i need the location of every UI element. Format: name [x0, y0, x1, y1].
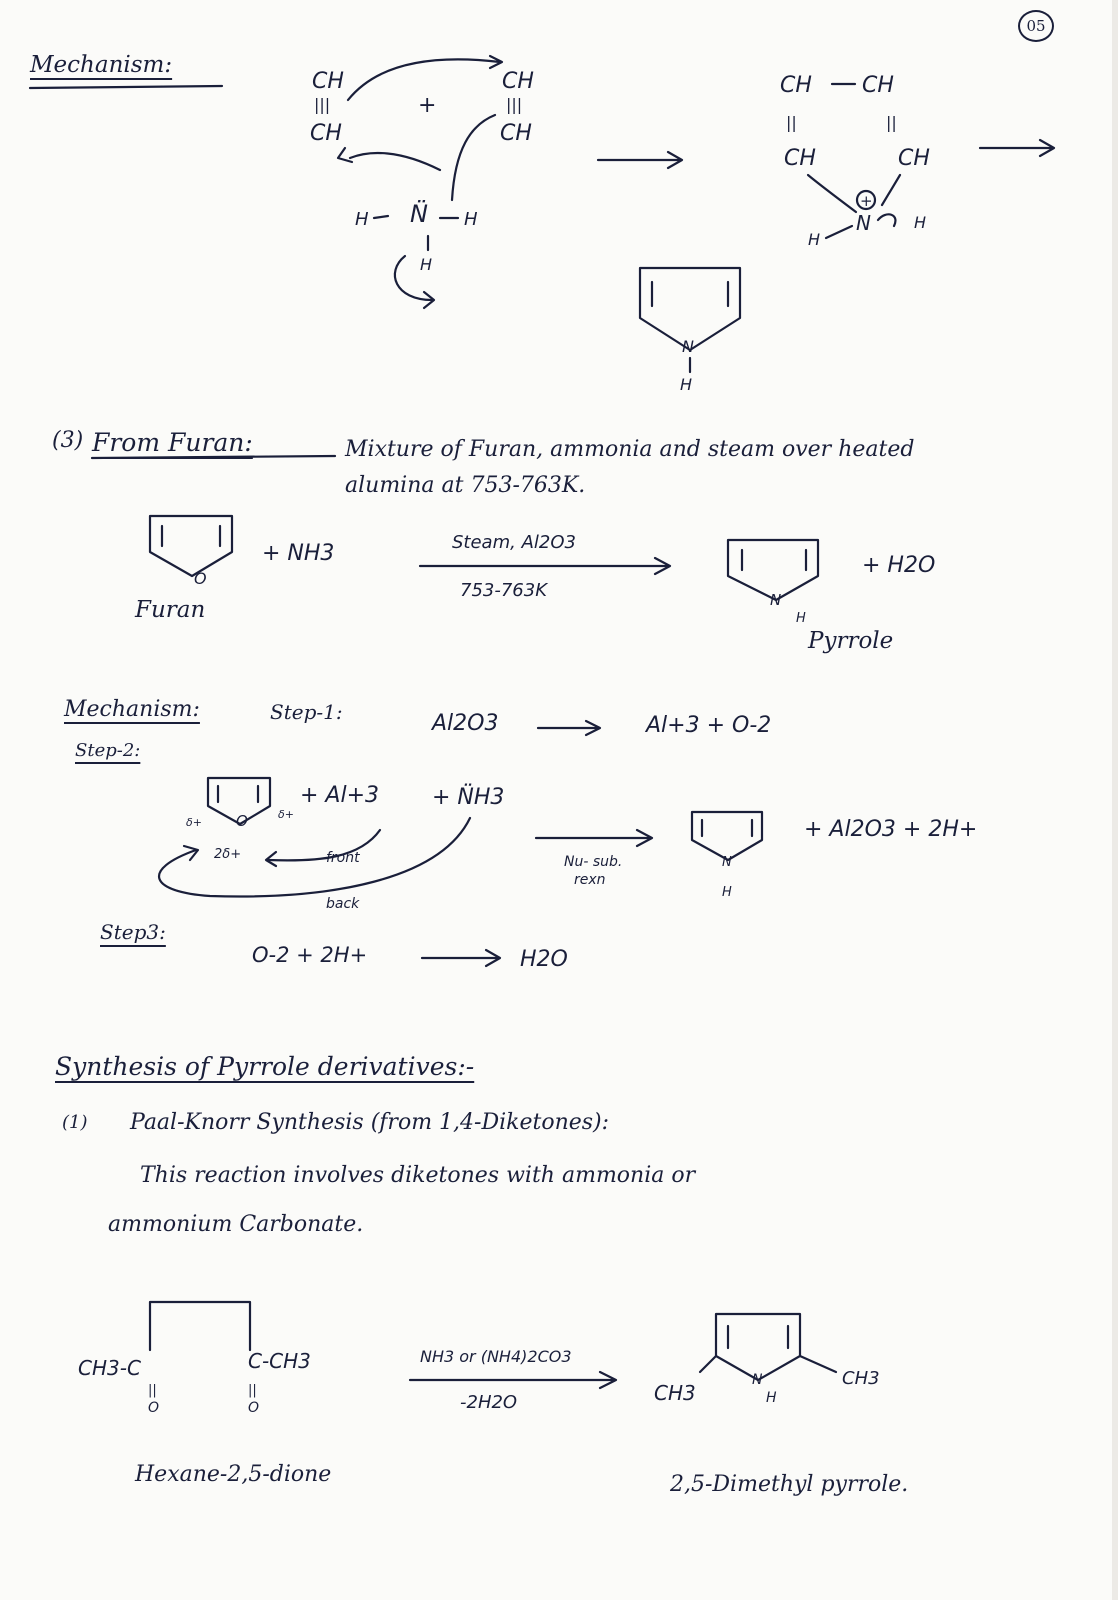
step2-products: + Al2O3 + 2H+ [804, 817, 978, 842]
mechanism2-heading: Mechanism: [64, 697, 200, 722]
dimethylpyrrole-left-methyl: CH3 [654, 1381, 696, 1405]
section3-number: (3) [52, 428, 84, 453]
ammonia-h-left: H [355, 209, 369, 230]
curved-arrow-ch-shift [350, 153, 440, 170]
dione-right-double-bond: || [248, 1383, 257, 1398]
step2-pyrrole-n: N [722, 855, 732, 870]
paal-knorr-arrow [410, 1372, 616, 1388]
pyrrole-label: Pyrrole [808, 628, 894, 654]
intermediate-ch-4: CH [898, 146, 930, 171]
delta-plus-right: δ+ [278, 808, 294, 821]
dione-right-group: C-CH3 [248, 1349, 311, 1373]
front-label: front [326, 850, 360, 866]
dione-left-group: CH3-C [78, 1356, 141, 1380]
page-number: 05 [1018, 10, 1054, 42]
pyrrole-2-h: H [796, 611, 806, 626]
furan-conditions-top: Steam, Al2O3 [452, 532, 576, 553]
front-attack-head [266, 852, 276, 866]
dione-left-o: O [148, 1400, 160, 1416]
dimethylpyrrole-label: 2,5-Dimethyl pyrrole. [670, 1472, 909, 1497]
ammonia-h-bottom: H [420, 255, 433, 274]
front-attack-curve [268, 830, 380, 860]
pyrrole-1-n: N [682, 337, 694, 356]
delta-2-plus: 2δ+ [214, 847, 242, 862]
furan-reagent: + NH3 [262, 541, 335, 566]
furan-label: Furan [135, 597, 206, 623]
intermediate-ch-2: CH [862, 73, 894, 98]
positive-charge: + [860, 192, 873, 210]
step2-al: + Al+3 [300, 783, 380, 808]
acetylene2-triple-bond: ||| [506, 95, 523, 114]
section3-heading-underline [92, 456, 335, 458]
step2-arrow-label-1: Nu- sub. [564, 854, 623, 870]
intermediate-h-left: H [808, 230, 821, 249]
dimethylpyrrole-bond-left [700, 1356, 716, 1372]
derivatives-heading: Synthesis of Pyrrole derivatives:- [55, 1052, 475, 1081]
dimethylpyrrole-h: H [766, 1390, 777, 1406]
mechanism-heading: Mechanism: [30, 52, 173, 78]
pyrrole-2-n: N [770, 591, 782, 609]
intermediate-double-left: || [786, 113, 797, 132]
furan-reaction-arrow [420, 558, 670, 574]
section3-heading: From Furan: [92, 428, 253, 457]
dione-chain [150, 1302, 250, 1350]
reaction-arrow-2 [980, 140, 1054, 156]
dimethylpyrrole-right-methyl: CH3 [842, 1368, 880, 1389]
step1-reactant: Al2O3 [432, 711, 499, 736]
step2-pyrrole-h: H [722, 885, 732, 900]
reaction-arrow-1 [598, 152, 682, 168]
item-number: (1) [62, 1112, 88, 1133]
step2-label: Step-2: [75, 740, 141, 761]
paal-knorr-title: Paal-Knorr Synthesis (from 1,4-Diketones): [130, 1110, 610, 1135]
section3-description-line1: Mixture of Furan, ammonia and steam over heated [345, 437, 915, 462]
delta-plus-left: δ+ [186, 816, 202, 829]
back-attack-curve [159, 818, 470, 896]
intermediate-arrow [808, 175, 856, 212]
furan-conditions-bottom: 753-763K [460, 580, 548, 601]
ammonia-n: N̈ [410, 200, 428, 228]
acetylene2-top-ch: CH [502, 69, 534, 94]
step2-furan-o: O [236, 812, 248, 830]
paal-knorr-conditions-bottom: -2H2O [460, 1392, 518, 1413]
intermediate-bond-nh-left [826, 226, 852, 238]
dione-right-o: O [248, 1400, 260, 1416]
step2-arrow [536, 830, 652, 846]
paal-knorr-description-line2: ammonium Carbonate. [108, 1212, 364, 1237]
paal-knorr-description-line1: This reaction involves diketones with ammonia or [140, 1163, 696, 1188]
section3-description-line2: alumina at 753-763K. [345, 473, 586, 498]
pyrrole-1-h: H [680, 375, 693, 394]
step2-arrow-label-2: rexn [574, 872, 606, 888]
intermediate-double-right: || [886, 113, 897, 132]
step2-nh3: + N̈H3 [432, 785, 505, 810]
paal-knorr-conditions-top: NH3 or (NH4)2CO3 [420, 1347, 572, 1366]
furan-byproduct: + H2O [862, 553, 936, 578]
furan-o: O [194, 569, 207, 588]
step1-arrow [538, 721, 600, 735]
ammonia-bond-left [374, 216, 388, 218]
intermediate-bond-ch-n [882, 175, 900, 205]
step1-products: Al+3 + O-2 [646, 713, 772, 738]
step1-label: Step-1: [270, 700, 343, 724]
curved-arrow-n-attack [452, 115, 495, 200]
step3-product: H2O [520, 947, 568, 972]
hexanedione-label: Hexane-2,5-dione [135, 1462, 332, 1487]
intermediate-n: N [856, 211, 871, 235]
dione-left-double-bond: || [148, 1383, 157, 1398]
curved-arrow-ch-shift-head [338, 148, 352, 162]
plus-sign-1: + [418, 93, 437, 118]
step3-label: Step3: [100, 920, 166, 944]
heading-underline [30, 86, 222, 88]
intermediate-h-right: H [914, 213, 927, 232]
intermediate-ch-3: CH [784, 146, 816, 171]
back-label: back [326, 896, 360, 912]
intermediate-ch-1: CH [780, 73, 812, 98]
acetylene2-bottom-ch: CH [500, 121, 532, 146]
intermediate-h-arrow [878, 214, 895, 226]
step3-arrow [422, 950, 500, 966]
ammonia-h-right: H [464, 209, 478, 230]
acetylene1-top-ch: CH [312, 69, 344, 94]
dimethylpyrrole-n: N [752, 1372, 763, 1388]
step3-reactants: O-2 + 2H+ [252, 943, 368, 967]
acetylene1-triple-bond: ||| [314, 95, 331, 114]
acetylene1-bottom-ch: CH [310, 121, 342, 146]
dimethylpyrrole-bond-right [800, 1356, 836, 1372]
